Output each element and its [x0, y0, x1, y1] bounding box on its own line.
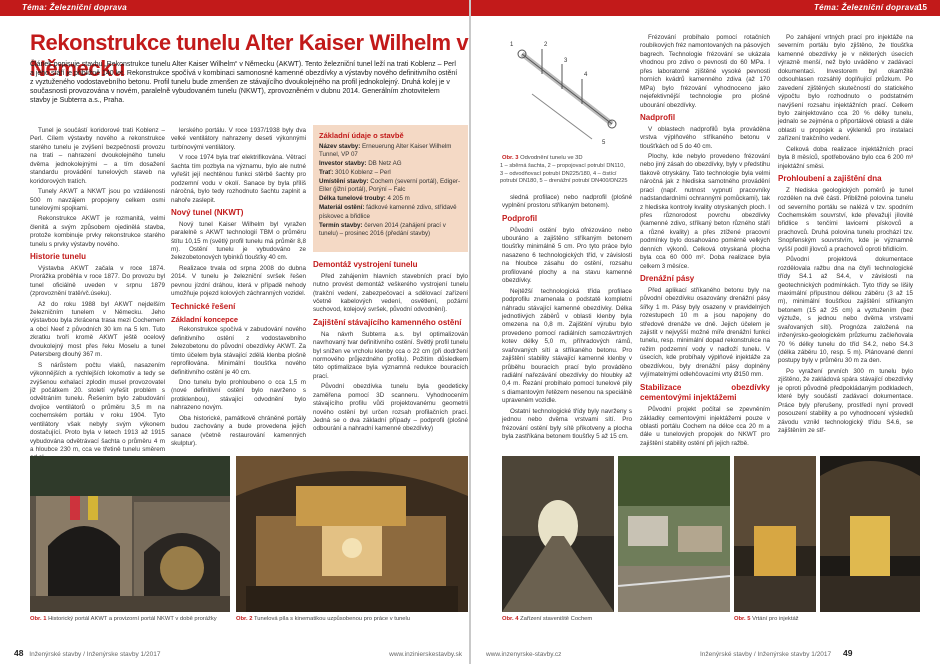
header-page-number: 15: [918, 3, 927, 12]
caption-fig3: Obr. 3 Odvodnění tunelu ve 3D: [502, 155, 583, 161]
svg-text:4: 4: [584, 72, 588, 78]
paragraph: Oba historické, památkově chráněné portály budou zachovány a bude provedena jejich sanace (včetně restaurování kamenných skulptur).: [171, 414, 306, 448]
photo-tunnel-portal: [30, 456, 230, 612]
paragraph: Původní ostění bylo ofrézováno nebo ubouráno a zajištěno stříkaným betonem tloušťky minimálně 5 cm. Pro tyto práce bylo nasazeno 6 technologických tříd, v závislosti na hloubce zásahu do ostění, rozsahu profilované plochy a na stavu kamenné obezdívky.: [502, 226, 632, 285]
paragraph: Z hlediska geologických poměrů je tunel rozdělen na dvě části. Přibližně polovina tunelu od severního portálu se nalézá v tzv. spodním Cochemském souvrství, kde převažují jílovité břidlice s tenčími lavicemi pískovců a prachovců. Druhá polovina tunelu prochází tzv. Snopfenským souvrstvím, kde je významně vyšší podíl jílovců a prachovců oproti břidlicím.: [778, 186, 913, 253]
text-column-2: [171, 127, 306, 448]
fig3-legend: 1 – sběrná šachta, 2 – propojovací potrubí DN110, 3 – odvodňovací potrubí DN225/180, 4 – čistící potrubí DN180, 5 – drenážní potrubí DN400/DN225: [500, 163, 628, 185]
paragraph: Původní obezdívka tunelu byla geodeticky zaměřena pomocí 3D scanneru. Vyhodnocením stávajícího profilu vůči projektovanému geometrii nového ostění byl určen rozsah profilačních prací. Jedná se o dva základní případy – podprofil (plošné odbourání a nahradní kamenné obezdívky): [313, 383, 468, 433]
svg-text:2: 2: [544, 42, 548, 48]
page-number: 49: [842, 648, 853, 658]
paragraph: Ostatní technologické třídy byly navrženy s jednou nebo dvěma vrstvami sítí. Pro frézování ostění byly sítě přikotveny a plocha byla zastříkána betonem tloušťky 5 až 15 cm.: [502, 407, 632, 441]
paragraph: Tunely AKWT a NKWT jsou po vzdálenosti 500 m navzájem propojeny celkem osmi tunelovými spojkami.: [30, 188, 165, 212]
caption-fig5: Obr. 5 Vrtání pro injektáž: [734, 616, 799, 622]
paragraph: Původní projektová dokumentace rozdělovala ražbu dna na čtyři technologické třídy S4.1 až S4.4, v závislosti na geotechnických podmínkách. Tyto třídy se lišily maximální přípustnou délkou záběru (3 až 15 m), minimální tloušťkou zajištění stříkaným betonem (15 až 25 cm) a vyztužením (bez výztuže, s jednou nebo dvěma vrstvami svařovaných sítí). Prognóza založená na inženýrsko-geologickém průzkumu začleňovala 70 % délky tunelu do tříd S4.2, nebo S4.3 (délka záběru 10, resp. 5 m). Plánované denní postupy byly v průměru 30 m za den.: [778, 256, 913, 365]
infobox-row: Umístění stavby: Cochem (severní portál), Ediger-Eller (jižní portál), Porýní – Falc: [319, 178, 461, 194]
section-heading: Demontáž vystrojení tunelu: [313, 260, 418, 269]
paragraph: Frézování probíhalo pomocí rotačních roubíkových fréz namontovaných na pásových bagrech. Technologie frézování se ukázala vhodnou pro zdivo o pevnosti do 60 MPa. I přes laboratorně zjištěné vysoké pevnosti horních kvádrů kamenného zdiva (až 170 MPa) bylo frézování vyhodnoceno jako nejefektivnější technologie pro plošné ubourání obezdívky.: [640, 34, 770, 109]
paragraph: Až do roku 1988 byl AKWT nejdelším železničním tunelem v Německu. Jeho výstavbou byla zkrácena trasa mezi Cochemem a obcí Neef z původních 30 km na 5 km. Tuto zkratku tvoří kromě AKWT ještě ocelový dvoukolejný most přes řeku Moselu a tunel Petersberg dlouhý 367 m.: [30, 300, 165, 359]
footer-left: 48 Inženýrské stavby / Inženýrske stavby 1/2017: [14, 648, 161, 658]
footer-left-url[interactable]: www.inzinierskestavby.sk: [389, 651, 462, 658]
paragraph: Rekonstrukce spočívá v zabudování nového definitivního ostění z vodostavebního železobetonu do původní obezdívky AKWT. Za tímto účelem byla stávající zdělá klenba plošně reprofilována. Minimální tloušťka nového definitivního ostění je 40 cm.: [171, 326, 306, 376]
paragraph: Nejtěžší technologická třída profilace podprofilu znamenala o podstatě kompletní náhradu stávající kamenné obezdívky. Délka jednotlivých záběrů v oblasti klenby byla omezena na 0,8 m. Zajištění výrubu bylo provedeno pomocí radiálních samozávrtných kotev délky 5,0 m, příhradových rámů, svařovaných sítí a stříkaného betonu. Pro zajištění stability stávající kamenné klenby v průběhu bouracích prací bylo prováděno radiální nařezávání obezdívky do hloubky až 0,4 m. Řezání probíhalo pomocí tunelové pily s diamantovým řetězem nesenou na speciálně upraveném vozidle.: [502, 287, 632, 405]
photo-tunnel-saw: [236, 456, 468, 612]
project-infobox: [313, 125, 468, 252]
caption-fig2: Obr. 2 Tunelová píla s kinematikou uzpůsobenou pro práce v tunelu: [236, 616, 411, 622]
text-column-1: [30, 127, 165, 454]
drainage-3d-diagram: [502, 34, 632, 154]
section-heading: Prohloubení a zajištění dna: [778, 174, 882, 183]
text-column-6: [778, 34, 913, 450]
paragraph: Výstavba AKWT začala v roce 1874. Prorážka proběhla v roce 1877. Do provozu byl tunel oficiálně uveden v srpnu 1879 (zprovoznění tratě/vč.úseku).: [30, 264, 165, 298]
paragraph: Po vyražení prvních 300 m tunelu bylo zjištěno, že zakládová spára stávající obezdívky je oproti původně předpokládaným podkladech, které byly součástí zadávací dokumentace. Práce byly přerušeny, prostředí nyní provedl posouzení stability a po vyhodnocení výsledků závodu vznikl technologický třídu S4.6, se zajištěním ze stř-: [778, 367, 913, 434]
paragraph: lerského portálu. V roce 1937/1938 byly dva velké ventilátory nahrazeny deseti výkonnými turbínovými ventilátory.: [171, 127, 306, 151]
infobox-row: Délka tunelové trouby: 4 205 m: [319, 195, 410, 203]
paragraph: Realizace trvala od srpna 2008 do dubna 2014. V tunelu je železniční svršek řešen pevnou jízdní dráhou, která v případě nehody umožňuje pojezd kolových záchranných vozidel.: [171, 264, 306, 298]
paragraph: Po zahájení vrtných prací pro injektáže na severním portálu bylo zjištěno, že tloušťka kamenné obezdívky je v některých úsecích výrazně menší, než bylo uváděno v zadávací dokumentaci. Investorem byl okamžitě odsouhlasen rozsáhlý doplňující průzkum. Po zavedení zjištěných skutečností do statického výpočtu bylo rozhodnuto o podstatném navýšení rozsahu injektážních prací. Celkem bylo zainjektováno cca 20 % délky tunelu, jednalo se zejména o připortálové oblasti a dále oblasti u propojek a výklenků pro instalaci zařízení trakčního vedení.: [778, 34, 913, 143]
paragraph: Původní projekt počítal se zpevněním základky cementovými injektážemi pouze v oblasti portálu Cochem na délce cca 20 m a dále u tunelových propojek do NKWT pro zajištění stability ostění při jejich ražbě.: [640, 406, 770, 447]
paragraph: V roce 1974 byla trať elektrifikována. Větrací šachta tím pozbyla na významu, bylo ale nutné vyřešit její nechtěnou funkci stěrbě šachty pro podzemní vodu v okolí. Sanace by byla příliš náročná, bylo tedy rozhodnuto šachtu zaplnit a nahoře zaslepit.: [171, 154, 306, 204]
paragraph: Nový tunel Kaiser Wilhelm byl vyražen paralelně s AKWT technologií TBM o průměru štítu 10,15 m (světlý profil tunelu má průměr 8,8 m). Ostění tunelu je vybudováno ze železobetonových tybinků tloušťky 40 cm.: [171, 220, 306, 262]
photo-drilling-rig: [820, 456, 920, 612]
article-title: Rekonstrukce tunelu Alter Kaiser Wilhelm v Německu: [30, 30, 469, 81]
header-topic-left: Téma: Železniční doprava: [22, 3, 128, 12]
infobox-row: Materiál ostění: fádkové kamenné zdivo, střídavě pískovec a břidlice: [319, 204, 457, 220]
section-heading: Zajištění stávajícího kamenného ostění: [313, 317, 462, 327]
photo-site-cochem: [618, 456, 730, 612]
header-topic-right: Téma: Železniční doprava: [814, 3, 920, 12]
section-heading: Drenážní pásy: [640, 274, 695, 284]
paragraph: V oblastech nadprofilů byla prováděna vrstva výplňového stříkaného betonu v tloušťkách od 5 do 40 cm.: [640, 125, 770, 150]
article-lead: Článek popisuje stavbu „Rekonstrukce tunelu Alter Kaiser Wilhelm“ v Německu (AKWT). Tento železniční tunel leží na trati Koblenz – Perl a jeho stáří je přibližně 140 let. Rekonstrukce spočívá v kombinaci samonosné kamenné obezdívky a výstavby nového definitivního ostění z vyztuženého vodostavebního betonu. Profil tunelu bude zmenšen ze stávajícího dvoukolejného na profil jednokolejný. Druhá kolej je v současnosti provozována v novém, paralelně vybudovaném tunelu (NKWT), zprovozněném v dubnu 2014. Generálním zhotovitelem stavby je Subterra a.s., Praha.: [30, 61, 458, 105]
footer-right: Inženýrské stavby / Inženýrske stavby 1/2017 49: [700, 648, 853, 658]
paragraph: Před zahájením hlavních stavebních prací bylo nutno provést demontáž veškerého vystrojení tunelu (trakční vedení, zabezpečovací a sdělovací zařízení včetně kabelových vedení, osvětlení, požární suchovod, kolejový svršek, původní odvodnění).: [313, 272, 468, 314]
photo-drilling: [734, 456, 816, 612]
subsection-heading: Základní koncepce: [171, 315, 239, 325]
photo-tunnel-drainage: [502, 456, 614, 612]
section-heading: Nadprofil: [640, 112, 676, 122]
paragraph: Na návrh Subterra a.s. byl optimalizován navrhovaný tvar definitivního ostění. Světlý profil tunelu byl snížen ve vrcholu klenby cca o 22 cm (při dodržení normového průjezdného profilu). Požitím důsledkem této optimalizace byla významná redukce bouracích prací.: [313, 330, 468, 380]
page-number: 48: [14, 648, 24, 658]
paragraph: Rekonstrukce AKWT je rozmanitá, velmi členitá a svým způsobem ojedinělá stavba, protože kombinuje prvky rekonstrukce starého tunelu s prvky výstavby nového.: [30, 215, 165, 248]
footer-right-url[interactable]: www.inzenyrske-stavby.cz: [486, 651, 562, 658]
paragraph: Před aplikací stříkaného betonu byly na původní obezdívku osazovány drenážní pásy šířky 1 m. Pásy byly osazeny v pravidelných rozestupech 10 m a jsou napojeny do středové drenáže ve dně. Jejich účelem je zajistit v nejvyšší možné míře drenážní funkci tunelu, resp. minimální dopad rekonstrukce na režim podzemní vody v nadloží tunelu. V úsecích, kde probíhaly výplňové injektáže za obezdívkou, byly drenážní pásy doplněny vyjímatelnými odlehčovacími vrty Ø150 mm.: [640, 286, 770, 379]
paragraph: S nárůstem počtu vlaků, nasazením výkonnějších a rychlejších lokomotiv a tedy se zvýšenou exhalací zplodin musel provozovatel již počátkem 20. století vyřešit problém s odvětráním tunelu. Řešením bylo zabudování dvojice ventilátorů o průměru 3,5 m na cochemském portálu v roku 1904. Tyto ventilátory však nebyly svým výkonem dostačující. Proto byla v letech 1913 až 1915 vybudována odvětrávací šachta o průměru 4 m a hloubce 230 m, cca ve třetině tunelu směrem: [30, 361, 165, 454]
svg-text:5: 5: [602, 140, 606, 146]
paragraph: sledná profilace) nebo nadprofil (plošné vyplnění prostoru stříkaným betonem).: [502, 194, 632, 210]
text-column-5: [640, 34, 770, 450]
section-heading: Technické řešení: [171, 301, 236, 311]
paragraph: Celková doba realizace injektážních prací byla 8 měsíců, spotřebováno bylo cca 6 200 m³ injektážní směsi.: [778, 145, 913, 170]
infobox-row: Název stavby: Erneuerung Alter Kaiser Wilhelm Tunnel, VP 07: [319, 143, 452, 159]
paragraph: Dno tunelu bylo prohloubeno o cca 1,5 m (nové definitivní ostění bylo navrženo s protiklenbou), stávající odvodnění bylo nahrazeno novým.: [171, 378, 306, 412]
section-heading: Historie tunelu: [30, 252, 87, 262]
caption-fig4: Obr. 4 Zařízení staveniště Cochem: [502, 616, 593, 622]
infobox-row: Trať: 3010 Koblenz – Perl: [319, 169, 391, 177]
page-spine: [469, 0, 471, 664]
svg-text:1: 1: [510, 42, 514, 48]
svg-text:3: 3: [564, 58, 568, 64]
text-column-3: [313, 257, 468, 447]
section-heading: Stabilizace obezdívky cementovými injektážemi: [640, 382, 770, 403]
section-heading: Nový tunel (NKWT): [171, 207, 244, 217]
infobox-row: Investor stavby: DB Netz AG: [319, 160, 402, 168]
paragraph: Plochy, kde nebylo provedeno frézování nebo jiný zásah do obezdívky, byly v předstihu tlakově otryskány. Tato technologie byla velmi náročná jak z hlediska samotného provádění prací (např. nutnost vypnutí pracovníky nadstandardními ochrannými pomůckami), tak z hlediska kontroly kvality otryskaných ploch. I přes různorodost povrchu obezdívky (kamenné zdivo, stříkaný beton různého stáří a různé kvality) a přes ztížené pracovní podmínky bylo dosahováno poměrně velkých denních výkonů. Celková otryskaná plocha byla cca 60 000 m². Doba realizace byla celkem 3 měsíce.: [640, 152, 770, 270]
infobox-row: Termín stavby: červen 2014 (zahájení prací v tunelu) – prosinec 2016 (předání stavby): [319, 221, 446, 237]
caption-fig1: Obr. 1 Historický portál AKWT a provizorní portál NKWT v době prorážky: [30, 616, 217, 622]
section-heading: Podprofil: [502, 213, 538, 223]
paragraph: Tunel je součástí koridorové trati Koblenz – Perl. Cílem výstavby nového a rekonstrukce starého tunelu je zvýšení bezpečnosti provozu na trati – nahrazení dvoukolejného tunelu dvěma jednokolejnými – a tím dosažení standardu provádění tunelových staveb na koridorových tratích.: [30, 127, 165, 185]
text-column-4: [502, 194, 632, 450]
infobox-title: Základní údaje o stavbě: [319, 131, 404, 140]
